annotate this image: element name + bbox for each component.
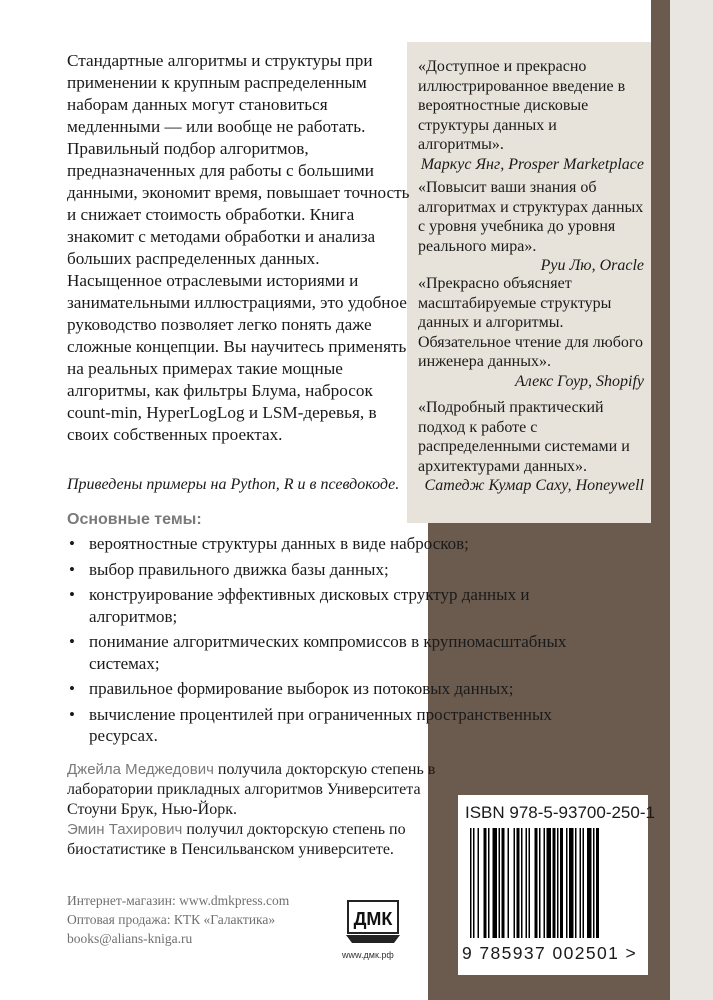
barcode-bar [553, 828, 556, 938]
author-2 [67, 820, 457, 860]
examples-note: Приведены примеры на Python, R и в псевдокоде. [67, 476, 400, 493]
quote-text: «Доступное и прекрасно иллюстрированное введение в вероятностные дисковые структуры данных и алгоритмы». [418, 58, 626, 153]
author-bio: получил докторскую степень по биостатистике в Пенсильванском университете. [67, 821, 406, 858]
barcode-bar [587, 828, 592, 938]
barcode-bar [484, 828, 487, 938]
list-item [67, 559, 577, 581]
shop-link[interactable]: Интернет-магазин: www.dmkpress.com [67, 893, 290, 908]
barcode-bar [535, 828, 538, 938]
barcode-bar [557, 828, 559, 938]
book-spine [670, 0, 713, 1000]
barcode-bar [566, 828, 568, 938]
list-item [67, 584, 577, 627]
quote-3 [418, 274, 644, 391]
barcode-bar [473, 828, 475, 938]
barcode-bar [478, 828, 480, 938]
bullet-icon: • [69, 679, 75, 698]
list-item [67, 704, 577, 747]
email-link[interactable]: books@alians-kniga.ru [67, 931, 193, 946]
barcode-bar [514, 828, 516, 938]
list-item [67, 533, 577, 555]
barcode-bar [569, 828, 574, 938]
barcode-bar [580, 828, 582, 938]
barcode-icon [470, 828, 642, 938]
barcode-bar [526, 828, 528, 938]
barcode-bar [583, 828, 585, 938]
bullet-icon: • [69, 704, 75, 724]
author-name: Джейла Меджедович [67, 761, 214, 778]
topic-text: вероятностные структуры данных в виде набросков; [89, 534, 469, 553]
topic-text: выбор правильного движка базы данных; [89, 559, 389, 579]
logo-text: ДМК [353, 909, 393, 929]
barcode-bar [596, 828, 599, 938]
author-bio: получила докторскую степень в лаборатории прикладных алгоритмов Университета Стоуни Брук, Нью-Йорк. [67, 761, 436, 818]
barcode-bar [521, 828, 523, 938]
quote-source: Алекс Гоур, Shopify [514, 372, 644, 390]
quote-1 [418, 57, 644, 174]
publisher-logo [344, 889, 402, 947]
barcode-bar [488, 828, 490, 938]
contacts-block [67, 891, 289, 948]
barcode-bar [502, 828, 505, 938]
quote-text: «Подробный практический подход к работе с распределенными системами и архитектурами данных». [418, 399, 630, 475]
brown-strip [651, 0, 670, 523]
isbn-label: ISBN 978-5-93700-250-1 [465, 803, 655, 822]
bullet-icon: • [69, 534, 75, 553]
topic-text: конструирование эффективных дисковых структур данных и алгоритмов; [89, 585, 530, 626]
barcode-bar [547, 828, 552, 938]
topics-title: Основные темы: [67, 511, 202, 528]
barcode-bar [517, 828, 520, 938]
barcode-bar [575, 828, 577, 938]
wholesale-info: Оптовая продажа: КТК «Галактика» [67, 912, 276, 927]
quote-text: «Повысит ваши знания об алгоритмах и структурах данных с уровня учебника до уровня реального мира». [418, 179, 644, 255]
topic-text: правильное формирование выборок из потоковых данных; [89, 679, 514, 698]
barcode-bar [508, 828, 510, 938]
barcode-bar [560, 828, 563, 938]
barcode-digits: 9 785937 002501 > [462, 943, 638, 963]
author-1 [67, 760, 457, 820]
list-item [67, 631, 577, 674]
topic-text: вычисление процентилей при ограниченных пространственных ресурсах. [89, 704, 552, 745]
topics-list [67, 533, 577, 751]
authors-block [67, 760, 457, 860]
author-name: Эмин Тахирович [67, 821, 183, 838]
barcode-bar [499, 828, 501, 938]
bullet-icon: • [69, 585, 75, 604]
quote-2 [418, 178, 644, 276]
quote-source: Маркус Янг, Prosper Marketplace [420, 155, 644, 173]
intro-text: Стандартные алгоритмы и структуры при применении к крупным распределенным наборам данных могут становиться медленными — или вообще не работать. Правильный подбор алгоритмов, предназначенных для работы с большими данными, экономит время, повышает точность и снижает стоимость обработки. Книга знакомит с методами обработки и анализа больших распределенных данных. Насыщенное отраслевыми историями и занимательными иллюстрациями, это удобное руководство позволяет легко понять даже сложные концепции. Вы научитесь применять на реальных примерах такие мощные алгоритмы, как фильтры Блума, набросок count-min, HyperLogLog и LSM-деревья, в своих собственных проектах. [67, 51, 410, 444]
bullet-icon: • [69, 559, 75, 579]
quote-4 [418, 398, 644, 496]
quote-source: Руи Лю, Oracle [540, 257, 644, 274]
barcode-bar [529, 828, 531, 938]
barcode-bar [539, 828, 541, 938]
quote-text: «Прекрасно объясняет масштабируемые структуры данных и алгоритмы. Обязательное чтение для любого инженера данных». [418, 275, 643, 370]
publisher-url[interactable]: www.дмк.рф [342, 950, 394, 960]
bullet-icon: • [69, 632, 75, 651]
list-item [67, 678, 577, 700]
barcode-bar [593, 828, 595, 938]
barcode-bar [470, 828, 472, 938]
barcode-bar [544, 828, 546, 938]
topic-text: понимание алгоритмических компромиссов в крупномасштабных системах; [89, 632, 567, 673]
barcode-bar [493, 828, 498, 938]
quote-source: Сатедж Кумар Саху, Honeywell [424, 477, 644, 494]
